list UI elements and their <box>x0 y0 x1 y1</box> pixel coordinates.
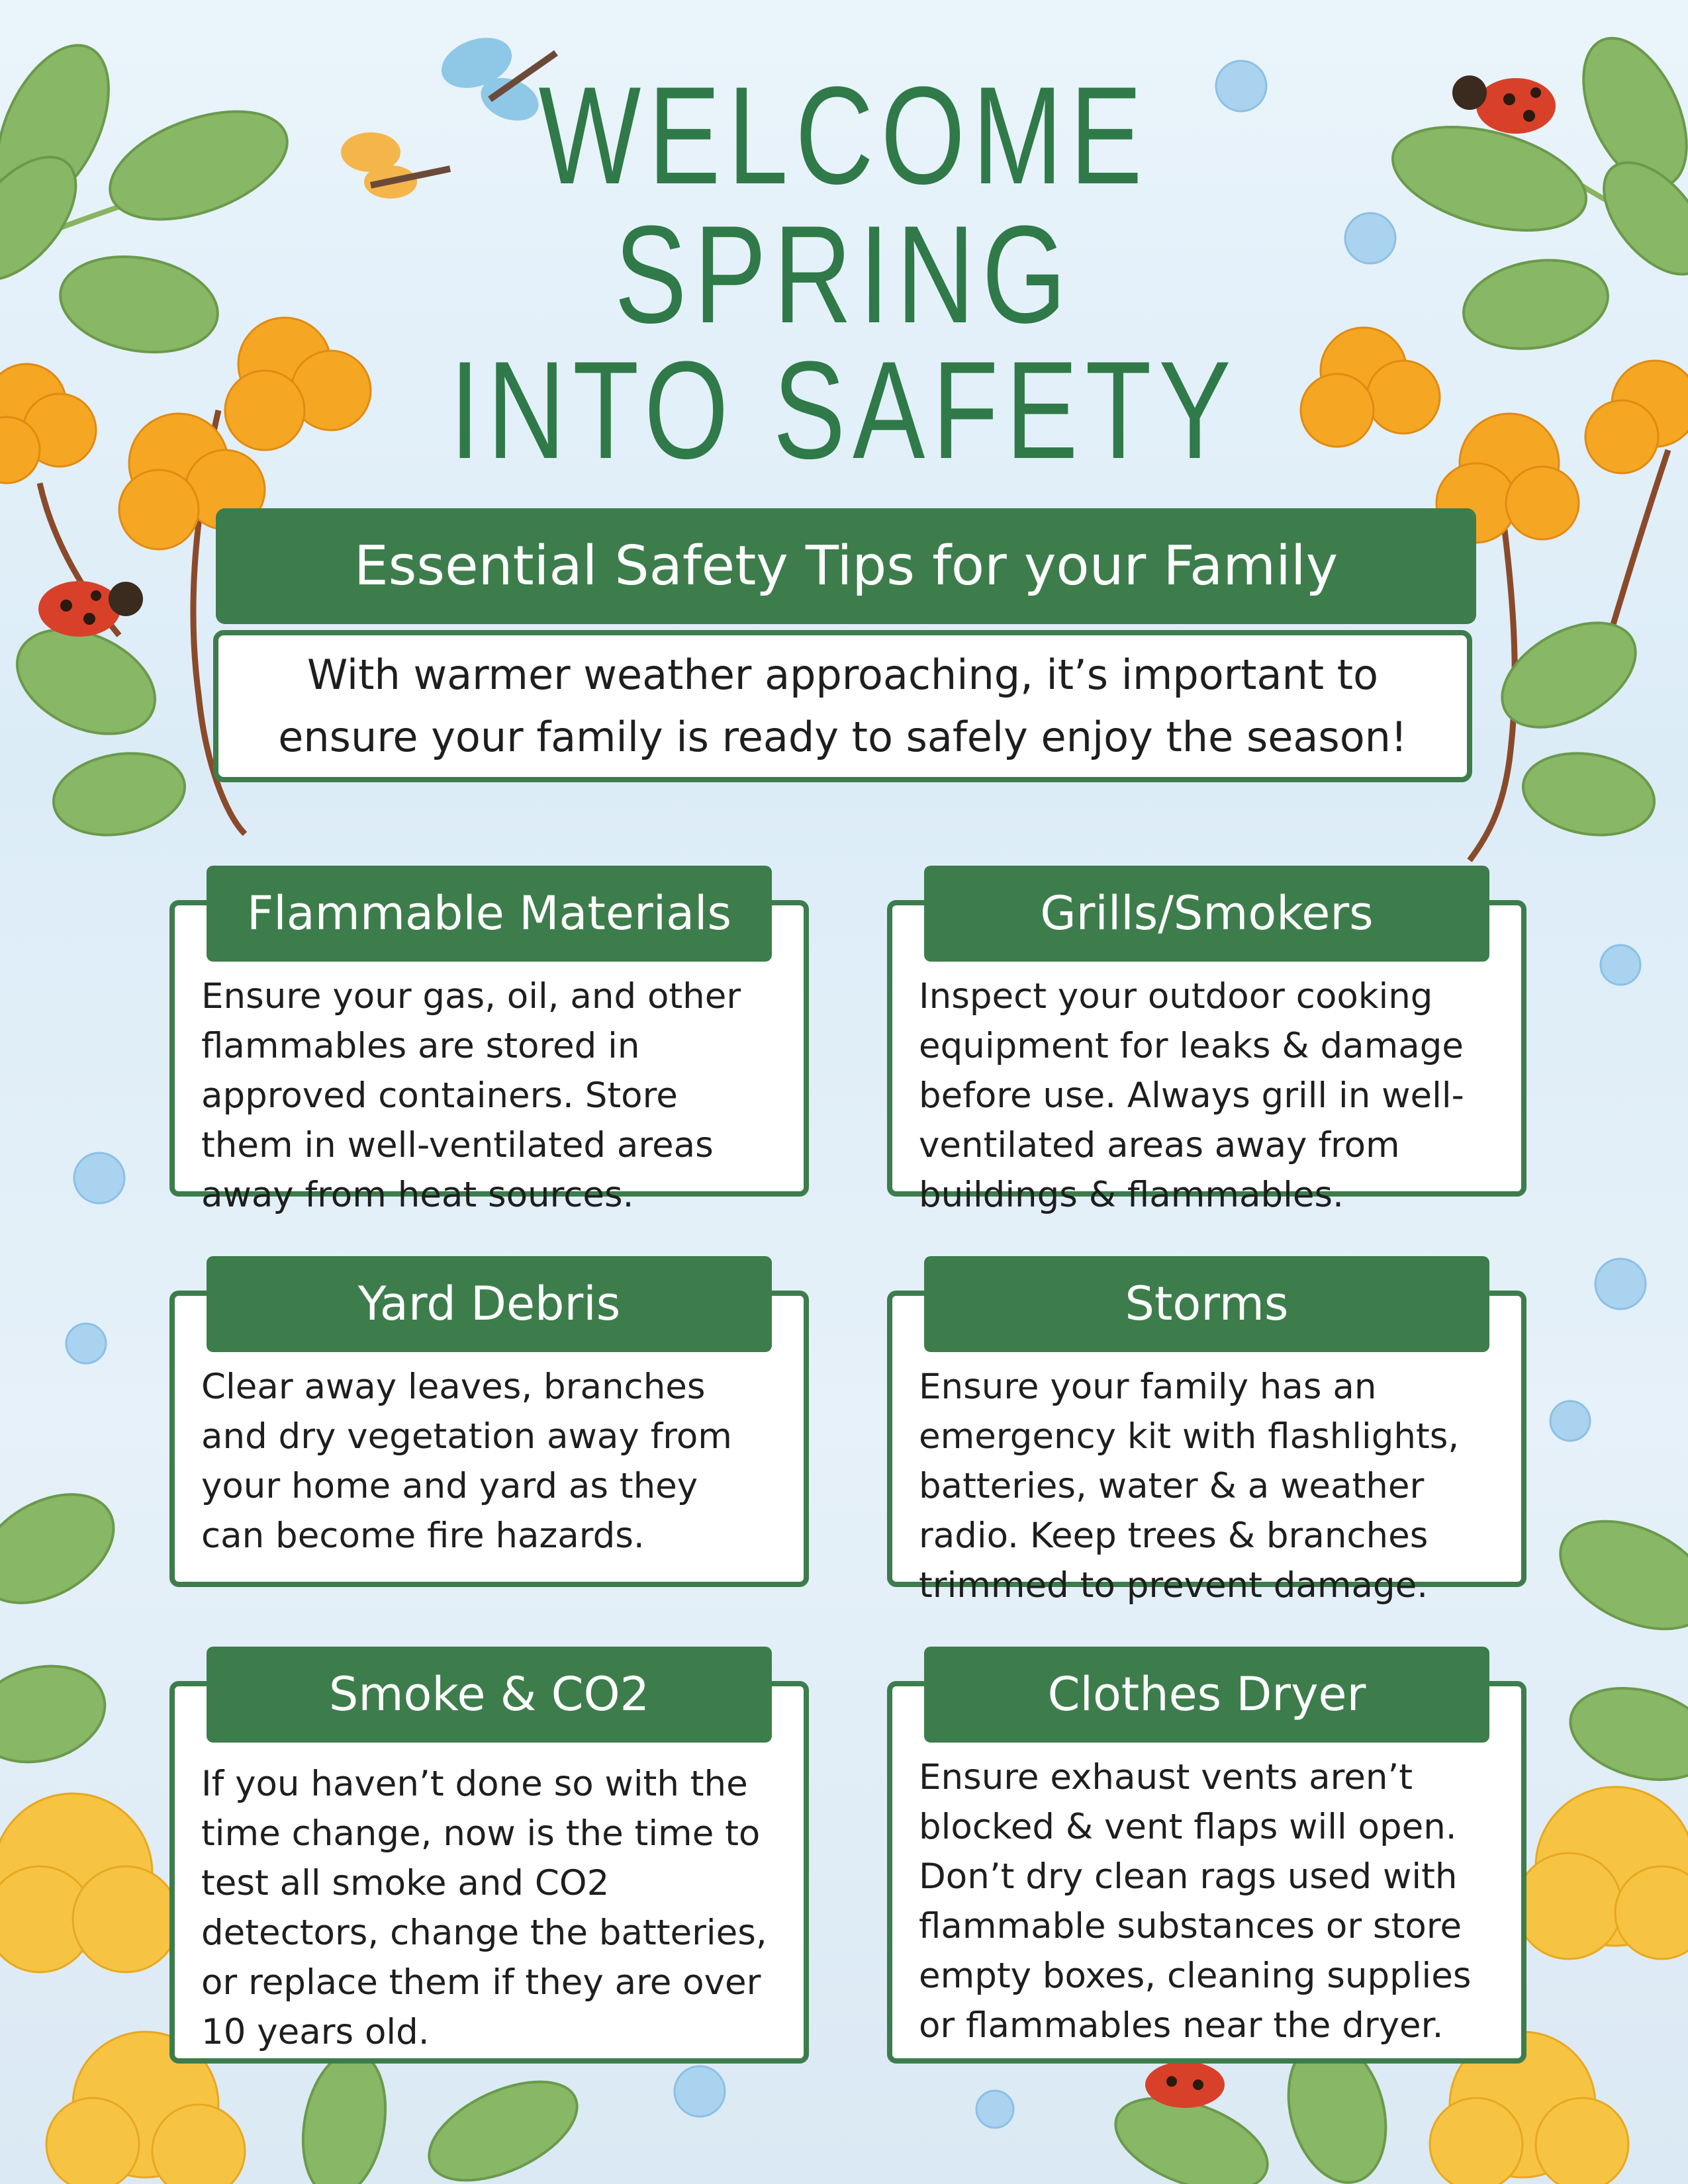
intro-text: With warmer weather approaching, it’s important to ensure your family is ready to safely enjoy the season! <box>213 630 1472 782</box>
tip-card-storms <box>887 1256 1526 1606</box>
tip-card-clothes-dryer <box>887 1647 1526 2064</box>
card-heading: Clothes Dryer <box>924 1647 1489 1743</box>
card-heading: Smoke & CO2 <box>207 1647 772 1743</box>
page-title-line-1: WELCOME <box>538 58 1150 213</box>
tip-card-flammable-materials <box>169 866 809 1215</box>
tip-card-yard-debris <box>169 1256 809 1587</box>
page-title-line-3: INTO SAFETY <box>449 332 1239 488</box>
section-banner: Essential Safety Tips for your Family <box>216 508 1476 624</box>
card-heading: Flammable Materials <box>207 866 772 962</box>
page-title-line-2: SPRING <box>614 197 1074 352</box>
card-body: Inspect your outdoor cooking equipment for leaks & damage before use. Always grill in well- ventilated areas away from buildings & flammables. <box>919 976 1464 1215</box>
card-body: Ensure your gas, oil, and other flammables are stored in approved containers. Store them in well-ventilated areas away from heat sources. <box>201 976 741 1215</box>
ladybug-icon <box>38 581 143 637</box>
tip-card-smoke-co2 <box>169 1647 809 2064</box>
tip-card-grills-smokers <box>887 866 1526 1215</box>
card-body: Ensure exhaust vents aren’t blocked & vent flaps will open. Don’t dry clean rags used with flammable substances or store empty boxes, cleaning supplies or flammables near the dryer. <box>919 1757 1472 2046</box>
ladybug-icon <box>1145 2062 1225 2108</box>
card-heading: Grills/Smokers <box>924 866 1489 962</box>
card-body: If you haven’t done so with the time change, now is the time to test all smoke and CO2 detectors, change the batteries, or replace them if they are over 10 years old. <box>201 1764 767 2052</box>
card-heading: Storms <box>924 1256 1489 1352</box>
card-body: Clear away leaves, branches and dry vegetation away from your home and yard as they can become fire hazards. <box>201 1367 732 1556</box>
card-body: Ensure your family has an emergency kit with flashlights, batteries, water & a weather radio. Keep trees & branches trimmed to prevent damage. <box>919 1367 1460 1606</box>
card-heading: Yard Debris <box>207 1256 772 1352</box>
